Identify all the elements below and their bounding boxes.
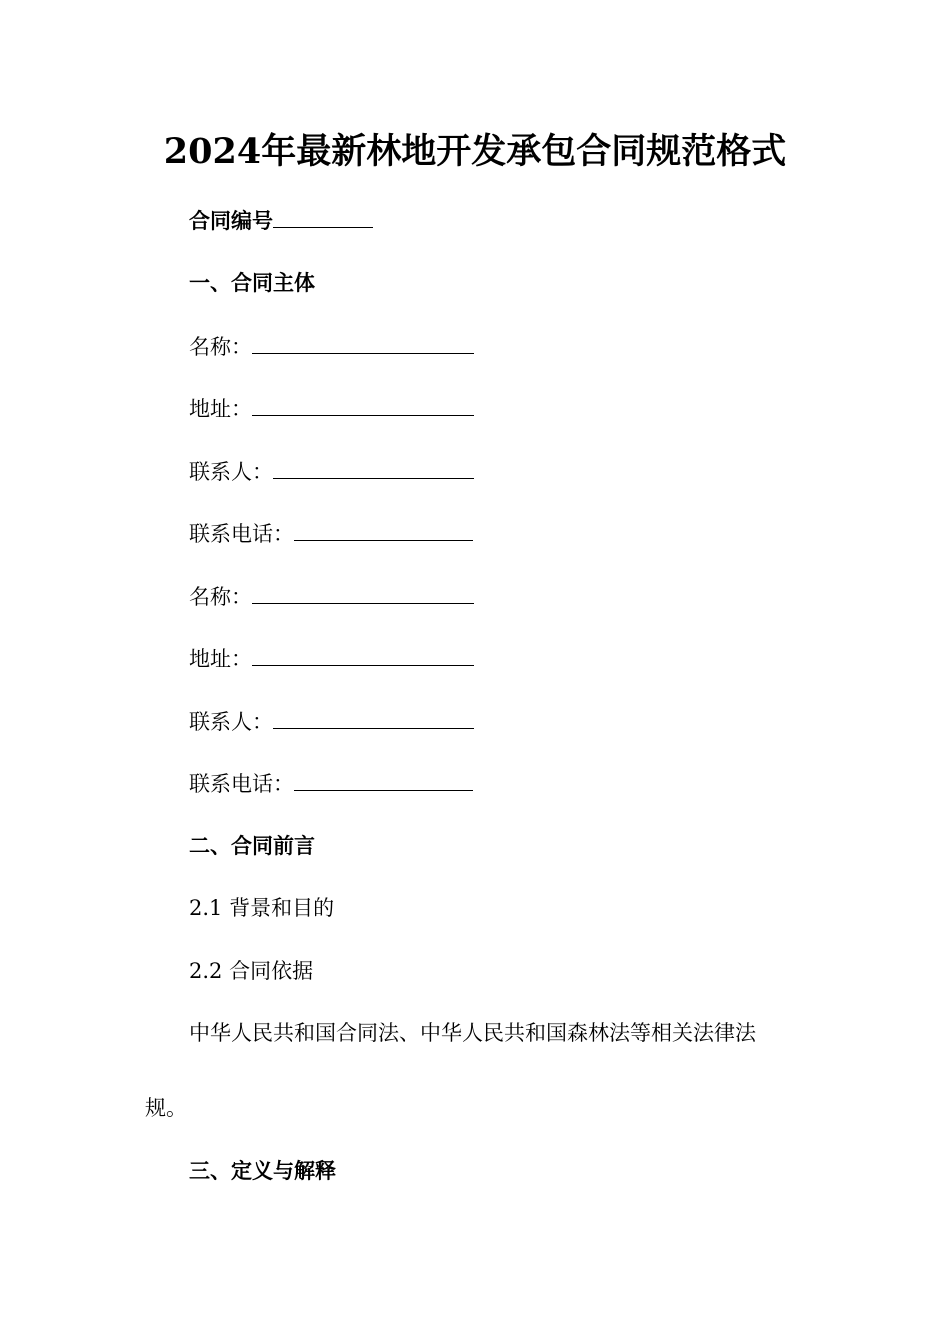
party-a-contact-label: 联系人： <box>189 460 273 484</box>
section-3-heading: 三、定义与解释 <box>189 1158 336 1183</box>
section-2-heading: 二、合同前言 <box>189 833 315 858</box>
party-a-name-blank[interactable] <box>252 331 474 354</box>
party-a-phone-blank[interactable] <box>294 518 473 541</box>
party-a-phone-label: 联系电话： <box>189 522 294 546</box>
section-1-heading: 一、合同主体 <box>189 270 315 295</box>
contract-number-row <box>189 205 373 236</box>
basis-text-line-1: 中华人民共和国合同法、中华人民共和国森林法等相关法律法 <box>189 1021 756 1045</box>
party-b-contact-label: 联系人： <box>189 710 273 734</box>
party-b-phone-label: 联系电话： <box>189 772 294 796</box>
party-a-name-row <box>189 331 474 362</box>
contract-number-label: 合同编号 <box>189 208 273 233</box>
party-a-address-label: 地址： <box>189 397 252 421</box>
party-a-phone-row <box>189 518 473 549</box>
document-title: 2024年最新林地开发承包合同规范格式 <box>163 131 787 172</box>
item-2-1: 2.1 背景和目的 <box>189 896 335 920</box>
party-b-phone-row <box>189 768 473 799</box>
party-a-contact-blank[interactable] <box>273 456 474 479</box>
party-b-contact-blank[interactable] <box>273 706 474 729</box>
party-b-name-row <box>189 581 474 612</box>
party-a-address-row <box>189 393 474 424</box>
party-b-name-blank[interactable] <box>252 581 474 604</box>
party-b-phone-blank[interactable] <box>294 768 473 791</box>
party-a-contact-row <box>189 456 474 487</box>
party-a-address-blank[interactable] <box>252 393 474 416</box>
party-b-contact-row <box>189 706 474 737</box>
party-b-address-blank[interactable] <box>252 643 474 666</box>
item-2-2: 2.2 合同依据 <box>189 959 314 983</box>
party-b-address-label: 地址： <box>189 647 252 671</box>
basis-text-line-2: 规。 <box>145 1096 187 1120</box>
party-b-address-row <box>189 643 474 674</box>
contract-number-blank[interactable] <box>273 205 373 228</box>
party-b-name-label: 名称： <box>189 585 252 609</box>
party-a-name-label: 名称： <box>189 335 252 359</box>
